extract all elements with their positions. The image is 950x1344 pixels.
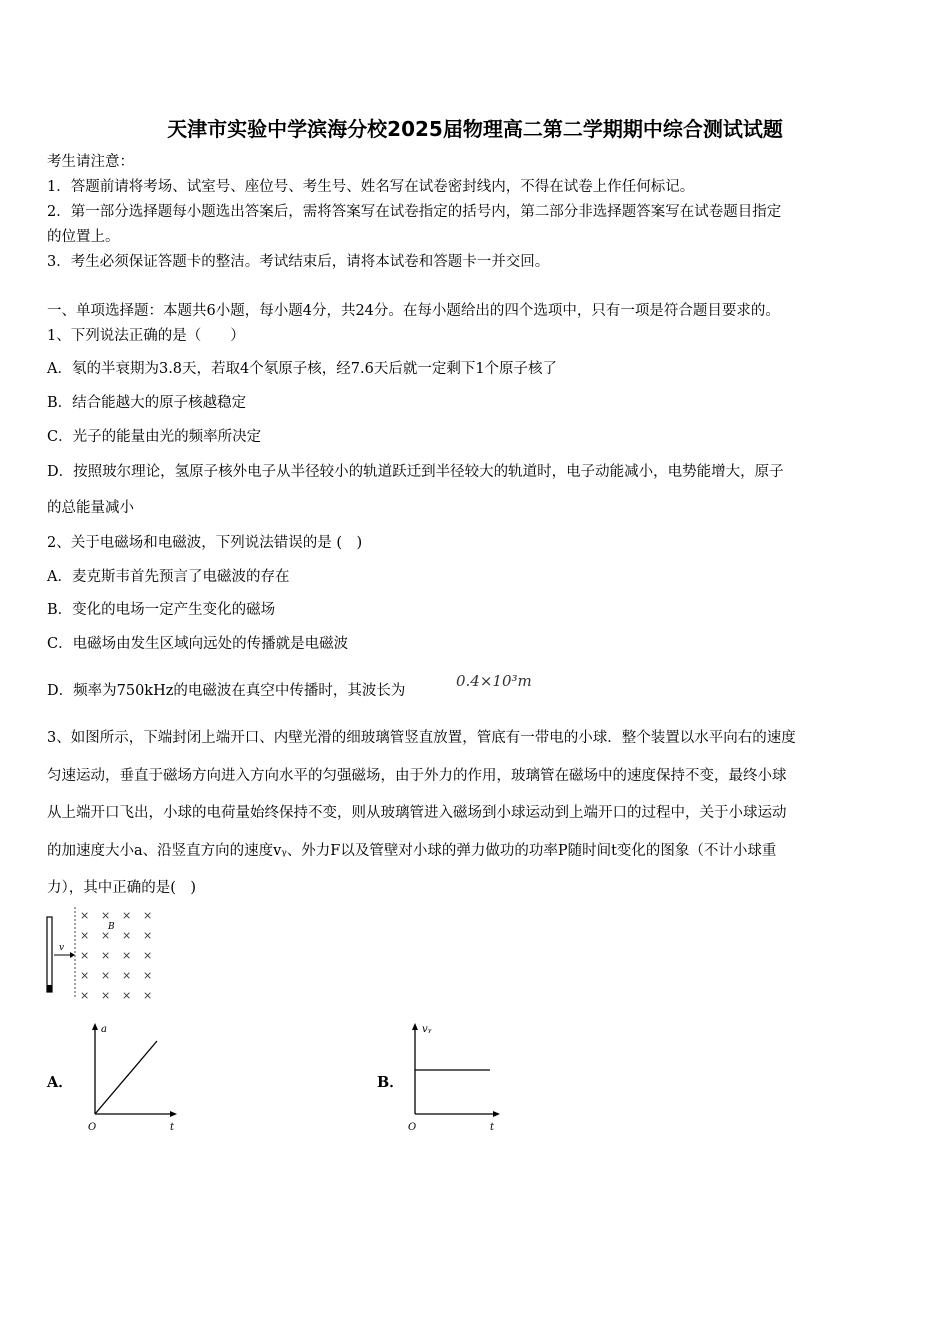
- field-cross: ×: [122, 909, 132, 922]
- q2-option-a: A．麦克斯韦首先预言了电磁波的存在: [47, 569, 290, 585]
- q2-option-b: B．变化的电场一定产生变化的磁场: [47, 602, 276, 618]
- notice-item-3: 3．考生必须保证答题卡的整洁。考试结束后，请将本试卷和答题卡一并交回。: [47, 254, 550, 270]
- graph-a: [82, 1020, 182, 1135]
- q3-stem-line-4: 的加速度大小a、沿竖直方向的速度vᵧ、外力F以及管壁对小球的弹力做功的功率P随时间t变化的图象（不计小球重: [47, 843, 777, 859]
- field-cross: ×: [80, 989, 90, 1002]
- notice-item-1: 1．答题前请将考场、试室号、座位号、考生号、姓名写在试卷密封线内，不得在试卷上作任何标记。: [47, 179, 695, 195]
- velocity-label: v: [59, 943, 65, 953]
- graph-b: [400, 1020, 510, 1135]
- magnetic-field-figure: [40, 905, 160, 1005]
- field-cross: ×: [143, 929, 153, 942]
- graph-a-line: [95, 1041, 157, 1114]
- field-crosses: [80, 909, 152, 1002]
- field-cross: ×: [143, 949, 153, 962]
- field-cross: ×: [122, 929, 132, 942]
- q3-stem-line-3: 从上端开口飞出，小球的电荷量始终保持不变，则从玻璃管进入磁场到小球运动到上端开口的过程中，关于小球运动: [47, 805, 787, 821]
- field-cross: ×: [80, 969, 90, 982]
- q2-option-d: D．频率为750kHz的电磁波在真空中传播时，其波长为: [47, 683, 406, 699]
- field-cross: ×: [80, 929, 90, 942]
- graph-b-x-label: t: [490, 1122, 495, 1133]
- q3-stem-line-5: 力），其中正确的是( ): [47, 880, 197, 896]
- field-cross: ×: [101, 929, 111, 942]
- q2-option-c: C．电磁场由发生区域向远处的传播就是电磁波: [47, 636, 349, 652]
- notice-item-2-cont: 的位置上。: [47, 229, 120, 245]
- graph-a-origin: O: [88, 1122, 97, 1133]
- paper-title: 天津市实验中学滨海分校2025届物理高二第二学期期中综合测试试题: [167, 117, 783, 141]
- q3-option-b-label: B．: [377, 1074, 404, 1091]
- q2-stem: 2、关于电磁场和电磁波，下列说法错误的是 ( ): [47, 535, 363, 551]
- field-cross: ×: [101, 989, 111, 1002]
- q1-option-d: D．按照玻尔理论，氢原子核外电子从半径较小的轨道跃迁到半径较大的轨道时，电子动能减小，电势能增大，原子: [47, 464, 784, 480]
- q1-stem: 1、下列说法正确的是（ ）: [47, 328, 245, 344]
- q1-option-d-cont: 的总能量减小: [47, 500, 134, 516]
- q3-stem-line-1: 3、如图所示，下端封闭上端开口、内壁光滑的细玻璃管竖直放置，管底有一带电的小球．整个装置以水平向右的速度: [47, 730, 796, 746]
- q1-option-a: A．氡的半衰期为3.8天，若取4个氡原子核，经7.6天后就一定剩下1个原子核了: [47, 361, 558, 377]
- q1-option-c: C．光子的能量由光的频率所决定: [47, 429, 262, 445]
- graph-a-x-label: t: [170, 1122, 175, 1133]
- field-cross: ×: [122, 969, 132, 982]
- glass-tube: [47, 917, 52, 992]
- field-cross: ×: [101, 969, 111, 982]
- field-cross: ×: [101, 949, 111, 962]
- graph-a-y-label: a: [101, 1024, 107, 1035]
- field-label: B: [108, 922, 115, 932]
- field-cross: ×: [80, 949, 90, 962]
- field-cross: ×: [143, 909, 153, 922]
- q3-stem-line-2: 匀速运动，垂直于磁场方向进入方向水平的匀强磁场，由于外力的作用，玻璃管在磁场中的速度保持不变，最终小球: [47, 768, 787, 784]
- notice-heading: 考生请注意：: [47, 154, 134, 170]
- graph-b-origin: O: [408, 1122, 417, 1133]
- field-cross: ×: [101, 909, 111, 922]
- wavelength-formula: 0.4×10³m: [456, 672, 532, 690]
- notice-item-2: 2．第一部分选择题每小题选出答案后，需将答案写在试卷指定的括号内，第二部分非选择题答案写在试卷题目指定: [47, 204, 782, 220]
- field-cross: ×: [122, 989, 132, 1002]
- section-heading: 一、单项选择题：本题共6小题，每小题4分，共24分。在每小题给出的四个选项中，只有一项是符合题目要求的。: [47, 303, 780, 319]
- field-cross: ×: [143, 969, 153, 982]
- graph-b-y-label: vᵧ: [422, 1024, 432, 1035]
- q1-option-b: B．结合能越大的原子核越稳定: [47, 395, 247, 411]
- ball: [47, 985, 52, 992]
- field-cross: ×: [143, 989, 153, 1002]
- field-cross: ×: [122, 949, 132, 962]
- q3-option-a-label: A．: [47, 1074, 73, 1091]
- field-cross: ×: [80, 909, 90, 922]
